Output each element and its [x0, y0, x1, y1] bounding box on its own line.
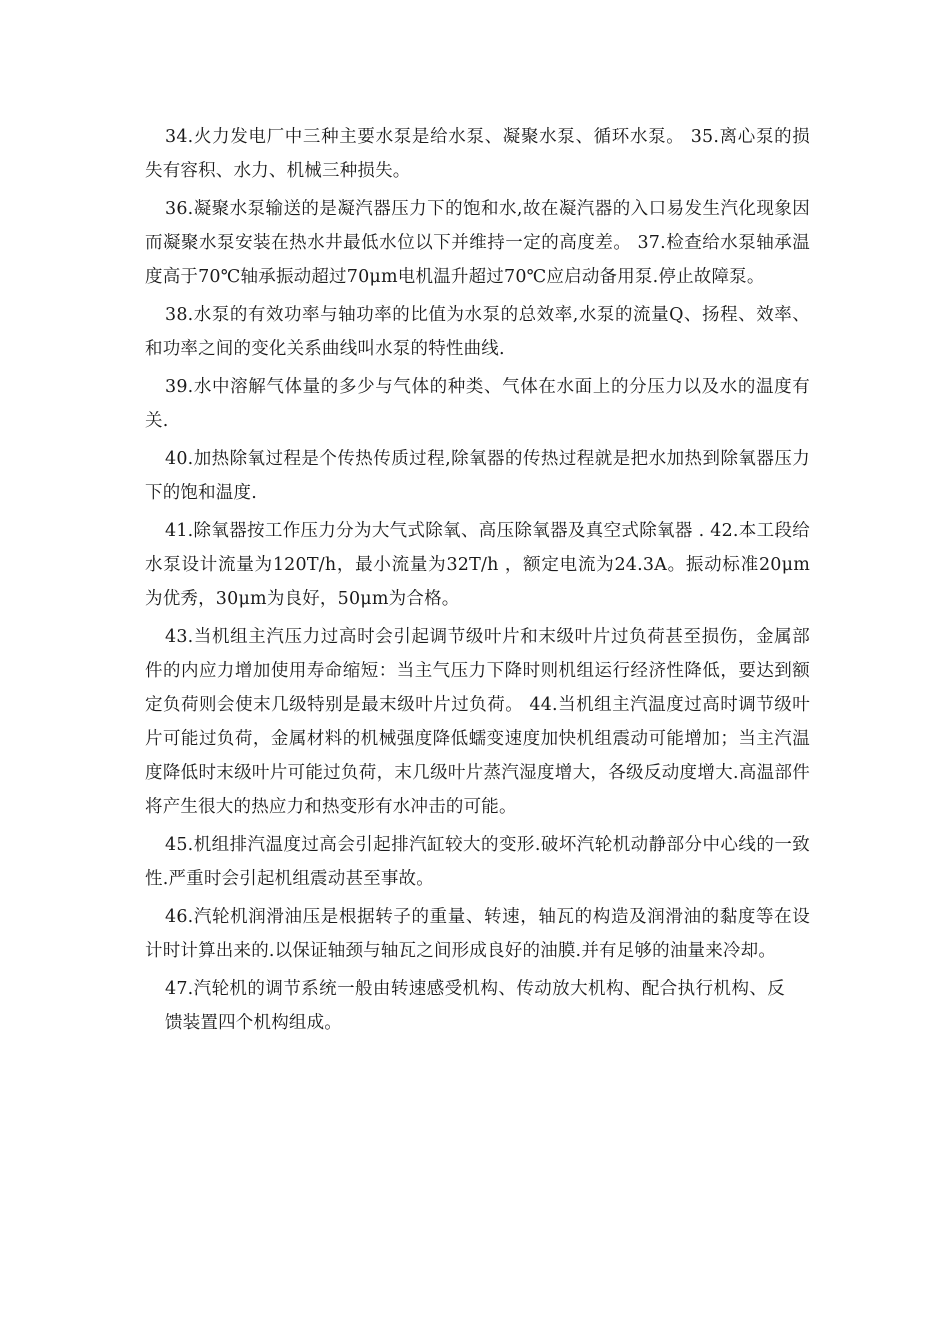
paragraph-36-37: 36.凝聚水泵输送的是凝汽器压力下的饱和水,故在凝汽器的入口易发生汽化现象因而凝聚水泵安装在热水井最低水位以下并维持一定的高度差。 37.检查给水泵轴承温度高于70℃轴承振动超过70μm电机温升超过70℃应启动备用泵.停止故障泵。 [145, 199, 810, 287]
paragraph-40: 40.加热除氧过程是个传热传质过程,除氧器的传热过程就是把水加热到除氧器压力下的饱和温度. [145, 449, 810, 503]
paragraph-41-42: 41.除氧器按工作压力分为大气式除氧、高压除氧器及真空式除氧器 . 42.本工段给水泵设计流量为120T/h，最小流量为32T/h ，额定电流为24.3A。振动标准20μm为优秀，30μm为良好，50μm为合格。 [145, 521, 810, 609]
paragraph-39: 39.水中溶解气体量的多少与气体的种类、气体在水面上的分压力以及水的温度有关. [145, 377, 810, 431]
paragraph-46: 46.汽轮机润滑油压是根据转子的重量、转速，轴瓦的构造及润滑油的黏度等在设计时计算出来的.以保证轴颈与轴瓦之间形成良好的油膜.并有足够的油量来冷却。 [145, 907, 810, 961]
document-body [145, 120, 810, 1044]
paragraph-45: 45.机组排汽温度过高会引起排汽缸较大的变形.破坏汽轮机动静部分中心线的一致性.严重时会引起机组震动甚至事故。 [145, 835, 810, 889]
paragraph-43-44: 43.当机组主汽压力过高时会引起调节级叶片和末级叶片过负荷甚至损伤，金属部件的内应力增加使用寿命缩短：当主气压力下降时则机组运行经济性降低，要达到额定负荷则会使末几级特别是最末级叶片过负荷。 44.当机组主汽温度过高时调节级叶片可能过负荷，金属材料的机械强度降低蠕变速度加快机组震动可能增加；当主汽温度降低时末级叶片可能过负荷，末几级叶片蒸汽湿度增大，各级反动度增大.高温部件将产生很大的热应力和热变形有水冲击的可能。 [145, 627, 810, 817]
paragraph-38: 38.水泵的有效功率与轴功率的比值为水泵的总效率,水泵的流量Q、扬程、效率、和功率之间的变化关系曲线叫水泵的特性曲线. [145, 305, 810, 359]
paragraph-47: 47.汽轮机的调节系统一般由转速感受机构、传动放大机构、配合执行机构、反馈装置四个机构组成。 [165, 979, 785, 1033]
paragraph-34-35: 34.火力发电厂中三种主要水泵是给水泵、凝聚水泵、循环水泵。 35.离心泵的损失有容积、水力、机械三种损失。 [145, 127, 810, 181]
